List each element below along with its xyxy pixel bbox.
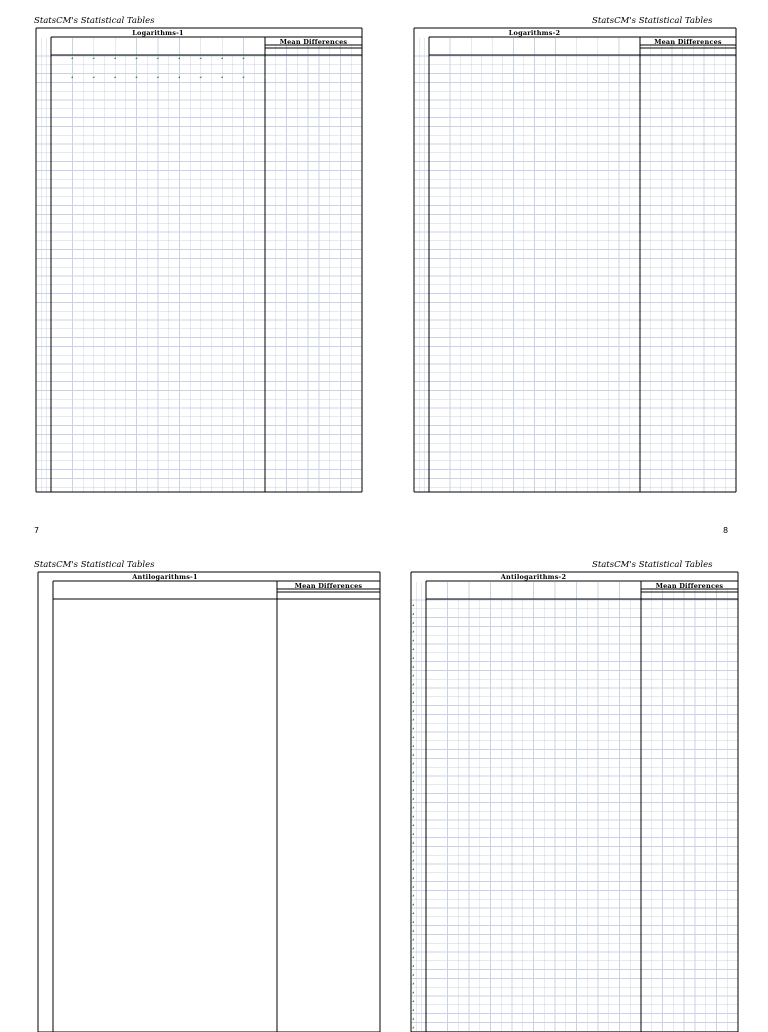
- table-grid: [38, 572, 380, 1032]
- cell-marker: [412, 710, 414, 712]
- cell-marker: [412, 938, 414, 940]
- cell-marker: [412, 692, 414, 694]
- cell-marker: [412, 868, 414, 870]
- page-header: StatsCM's Statistical Tables: [592, 16, 713, 26]
- cell-marker: [412, 842, 414, 844]
- page-number: 7: [34, 526, 40, 535]
- cell-marker: [412, 674, 414, 676]
- mean-differences-label: Mean Differences: [279, 38, 348, 46]
- table-grid: [411, 572, 738, 1032]
- cell-marker: [412, 718, 414, 720]
- cell-marker: [412, 921, 414, 923]
- cell-marker: [412, 806, 414, 808]
- page-number: 8: [723, 526, 729, 535]
- cell-marker: [412, 648, 414, 650]
- cell-marker: [412, 903, 414, 905]
- cell-marker: [412, 613, 414, 615]
- cell-marker: [412, 956, 414, 958]
- table-antilogarithms-2: [411, 572, 738, 1032]
- cell-marker: [412, 1026, 414, 1028]
- cell-marker: [412, 780, 414, 782]
- cell-marker: [412, 789, 414, 791]
- cell-marker: [412, 886, 414, 888]
- cell-marker: [412, 639, 414, 641]
- cell-marker: [412, 1000, 414, 1002]
- cell-marker: [412, 604, 414, 606]
- cell-marker: [412, 982, 414, 984]
- cell-marker: [412, 754, 414, 756]
- table-logarithms-2: [414, 28, 736, 492]
- cell-marker: [412, 736, 414, 738]
- page-header: StatsCM's Statistical Tables: [34, 16, 155, 26]
- cell-marker: [412, 701, 414, 703]
- table-title: Antilogarithms-2: [500, 573, 567, 581]
- cell-marker: [412, 666, 414, 668]
- cell-marker: [412, 1018, 414, 1020]
- cell-marker: [412, 894, 414, 896]
- cell-marker: [412, 762, 414, 764]
- cell-marker: [412, 798, 414, 800]
- page-header: StatsCM's Statistical Tables: [34, 560, 155, 570]
- cell-marker: [242, 76, 244, 78]
- cell-marker: [412, 877, 414, 879]
- page-header: StatsCM's Statistical Tables: [592, 560, 713, 570]
- table-grid: [36, 28, 362, 492]
- cell-marker: [199, 76, 201, 78]
- table-logarithms-1: [36, 28, 362, 492]
- cell-marker: [412, 1009, 414, 1011]
- mean-differences-label: Mean Differences: [654, 38, 722, 46]
- cell-marker: [412, 833, 414, 835]
- table-grid: [414, 28, 736, 492]
- cell-marker: [412, 859, 414, 861]
- table-title: Logarithms-1: [132, 29, 184, 37]
- table-title: Antilogarithms-1: [132, 573, 198, 581]
- cell-marker: [412, 947, 414, 949]
- table-title: Logarithms-2: [508, 29, 561, 37]
- cell-marker: [412, 850, 414, 852]
- table-antilogarithms-1: [38, 572, 380, 1032]
- cell-marker: [412, 930, 414, 932]
- cell-marker: [412, 745, 414, 747]
- cell-marker: [412, 965, 414, 967]
- cell-marker: [412, 727, 414, 729]
- cell-marker: [412, 771, 414, 773]
- cell-marker: [412, 630, 414, 632]
- cell-marker: [412, 683, 414, 685]
- cell-marker: [412, 991, 414, 993]
- cell-marker: [412, 815, 414, 817]
- cell-marker: [412, 912, 414, 914]
- mean-differences-label: Mean Differences: [294, 582, 363, 590]
- mean-differences-label: Mean Differences: [655, 582, 724, 590]
- cell-marker: [412, 974, 414, 976]
- cell-marker: [412, 622, 414, 624]
- cell-marker: [412, 824, 414, 826]
- cell-marker: [412, 657, 414, 659]
